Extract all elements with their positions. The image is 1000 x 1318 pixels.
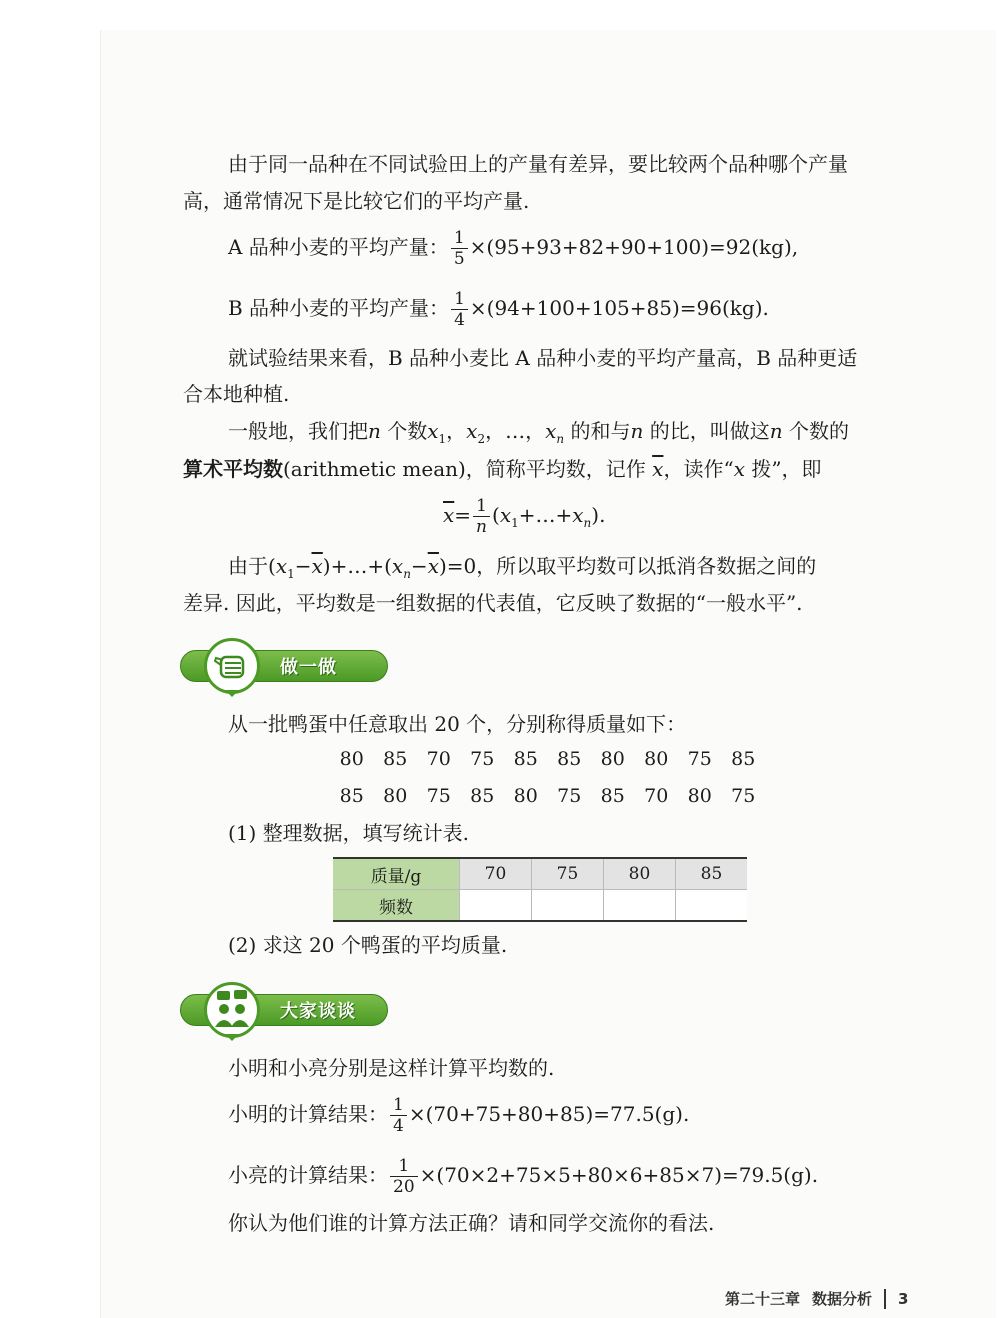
table-col: 80	[604, 858, 676, 890]
xiaoming-result: 小明的计算结果： $\frac{1}{4}$ ×(70+75+80+85)=77.5(g).	[228, 1095, 690, 1136]
frequency-table	[333, 857, 747, 922]
table-col: 75	[532, 858, 604, 890]
people-talking-icon	[204, 982, 260, 1038]
para3-line1: 一般地，我们把n 个数$x_1$，$x_2$，…，$x_n$ 的和与n 的比，叫做这n 个数的	[228, 419, 849, 446]
page-footer	[725, 1288, 908, 1309]
table-row	[333, 858, 747, 890]
mean-formula: $\overline{x}=$ $\frac{1}{n}$ $(x_1+\dots+x_n)$.	[443, 496, 606, 537]
footer-title: 数据分析	[812, 1290, 873, 1308]
table-col: 70	[460, 858, 532, 890]
equation-b: B 品种小麦的平均产量： $\frac{1}{4}$ ×(94+100+105+85)=96(kg).	[228, 289, 769, 330]
discuss-intro: 小明和小亮分别是这样计算平均数的.	[228, 1056, 555, 1080]
banner-do-it	[180, 644, 388, 690]
para4-line2: 差异. 因此，平均数是一组数据的代表值，它反映了数据的“一般水平”.	[183, 591, 803, 615]
para2-line2: 合本地种植.	[183, 382, 290, 406]
hand-icon	[204, 638, 260, 694]
table-header-mass: 质量/g	[333, 858, 460, 890]
discuss-question: 你认为他们谁的计算方法正确？请和同学交流你的看法.	[228, 1211, 715, 1235]
banner-discuss	[180, 988, 388, 1034]
table-cell-empty	[460, 890, 532, 922]
term-arithmetic-mean: 算术平均数	[183, 457, 283, 481]
banner-do-it-label: 做一做	[280, 657, 337, 678]
para4-line1: 由于$(x_1-\overline{x})+\dots+(x_n-\overline{x})=0$，所以取平均数可以抵消各数据之间的	[228, 554, 817, 581]
footer-divider	[884, 1289, 886, 1309]
para3-line2: 算术平均数(arithmetic mean)，简称平均数，记作 $\overline{x}$，读作“x 拨”，即	[183, 457, 822, 481]
question-1: (1) 整理数据，填写统计表.	[228, 821, 470, 845]
table-col: 85	[676, 858, 748, 890]
data-row-2: 85 80 75 85 80 75 85 70 80 75	[339, 785, 756, 807]
banner-discuss-label: 大家谈谈	[280, 1001, 356, 1022]
table-header-frequency: 频数	[333, 890, 460, 922]
para1-line2: 高，通常情况下是比较它们的平均产量.	[183, 189, 530, 213]
activity-intro: 从一批鸭蛋中任意取出 20 个，分别称得质量如下：	[228, 712, 687, 736]
footer-chapter: 第二十三章	[725, 1290, 801, 1308]
table-cell-empty	[532, 890, 604, 922]
table-cell-empty	[676, 890, 748, 922]
table-row	[333, 890, 747, 922]
question-2: (2) 求这 20 个鸭蛋的平均质量.	[228, 933, 508, 957]
table-cell-empty	[604, 890, 676, 922]
equation-a: A 品种小麦的平均产量： $\frac{1}{5}$ ×(95+93+82+90+100)=92(kg),	[228, 228, 799, 269]
data-row-1: 80 85 70 75 85 85 80 80 75 85	[339, 748, 756, 770]
para1-line1: 由于同一品种在不同试验田上的产量有差异，要比较两个品种哪个产量	[228, 152, 848, 176]
xiaoliang-result: 小亮的计算结果： $\frac{1}{20}$ ×(70×2+75×5+80×6+85×7)=79.5(g).	[228, 1156, 819, 1197]
para2-line1: 就试验结果来看，B 品种小麦比 A 品种小麦的平均产量高，B 品种更适	[228, 346, 858, 370]
page-number: 3	[898, 1289, 909, 1308]
